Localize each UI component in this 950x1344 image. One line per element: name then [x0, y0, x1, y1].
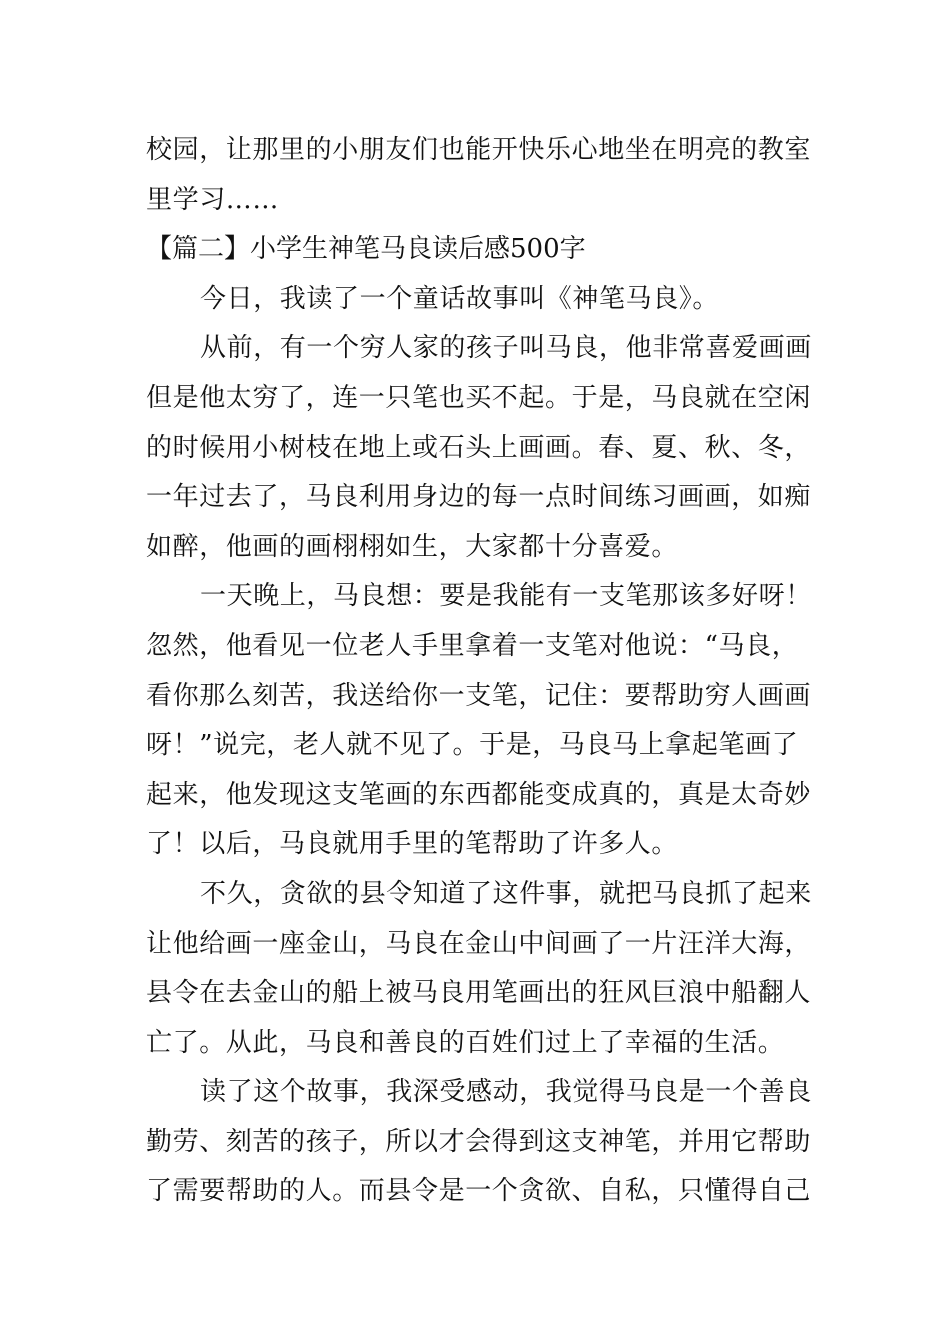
paragraph-first-line: 不久，贪欲的县令知道了这件事，就把马良抓了起来	[200, 878, 812, 909]
text-line: 亡了。从此，马良和善良的百姓们过上了幸福的生活。	[146, 1027, 785, 1058]
text-line: 一年过去了，马良利用身边的每一点时间练习画画，如痴	[146, 482, 812, 513]
text-line: 校园，让那里的小朋友们也能开快乐心地坐在明亮的教室	[146, 135, 812, 165]
text-line: 了！以后，马良就用手里的笔帮助了许多人。	[146, 829, 679, 860]
text-line: 让他给画一座金山，马良在金山中间画了一片汪洋大海，	[146, 928, 812, 959]
section-heading: 【篇二】小学生神笔马良读后感500字	[146, 234, 586, 265]
text-line: 县令在去金山的船上被马良用笔画出的狂风巨浪中船翻人	[146, 978, 812, 1009]
paragraph-first-line: 一天晚上，马良想：要是我能有一支笔那该多好呀！	[200, 581, 812, 612]
text-line: 忽然，他看见一位老人手里拿着一支笔对他说：“马良，	[146, 630, 799, 661]
text-line: 的时候用小树枝在地上或石头上画画。春、夏、秋、冬，	[146, 432, 812, 463]
paragraph-first-line: 读了这个故事，我深受感动，我觉得马良是一个善良	[200, 1077, 812, 1108]
text-line: 看你那么刻苦，我送给你一支笔，记住：要帮助穷人画画	[146, 680, 812, 711]
text-line: 但是他太穷了，连一只笔也买不起。于是，马良就在空闲	[146, 382, 812, 413]
text-line: 里学习……	[146, 184, 280, 215]
paragraph-first-line: 从前，有一个穷人家的孩子叫马良，他非常喜爱画画	[200, 333, 812, 364]
text-line: 呀！”说完，老人就不见了。于是，马良马上拿起笔画了	[146, 730, 799, 761]
text-line: 勤劳、刻苦的孩子，所以才会得到这支神笔，并用它帮助	[146, 1126, 812, 1157]
text-line: 如醉，他画的画栩栩如生，大家都十分喜爱。	[146, 531, 679, 562]
text-line: 起来，他发现这支笔画的东西都能变成真的，真是太奇妙	[146, 779, 812, 810]
text-line: 了需要帮助的人。而县令是一个贪欲、自私，只懂得自己	[146, 1176, 812, 1207]
body-text	[146, 126, 810, 1217]
paragraph-first-line: 今日，我读了一个童话故事叫《神笔马良》。	[200, 283, 720, 314]
